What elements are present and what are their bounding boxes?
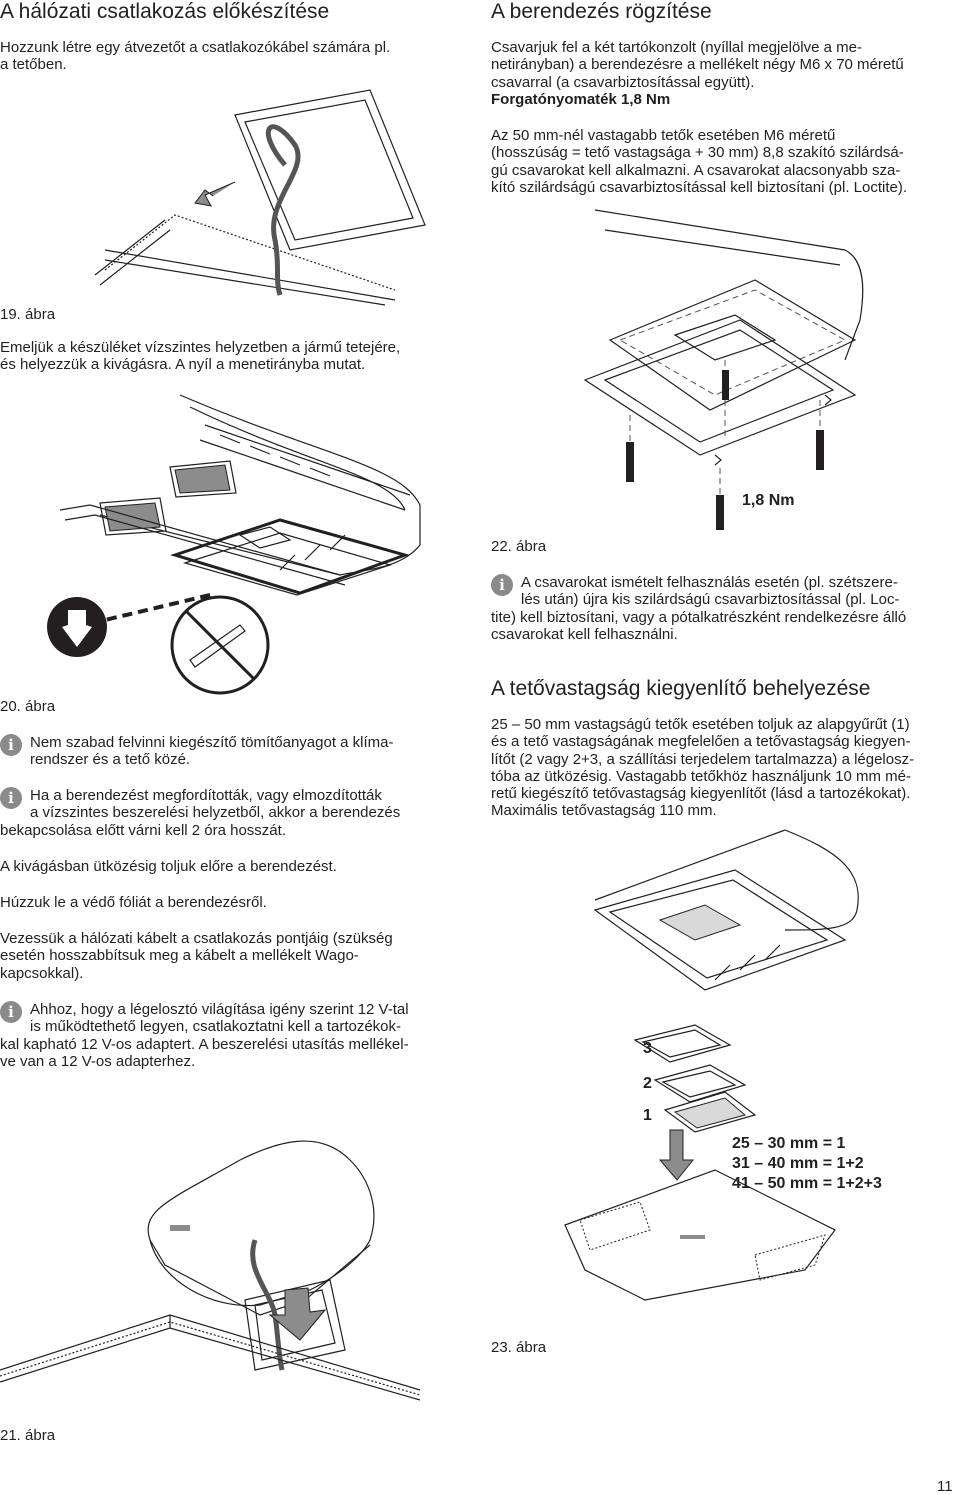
- note-sealant: i Nem szabad felvinni kiegészítő tömítőanyagot a klíma- rendszer és a tető közé.: [0, 734, 470, 769]
- thickness-row: 25 – 30 mm = 1: [732, 1135, 846, 1152]
- figure-21-caption: 21. ábra: [0, 1427, 56, 1444]
- info-icon: i: [0, 1001, 22, 1023]
- push-text: A kivágásban ütközésig toljuk előre a berendezést.: [0, 858, 337, 875]
- page-number: 11: [937, 1478, 953, 1495]
- note-12v: i Ahhoz, hogy a légelosztó világítása igény szerint 12 V-tal is működtethető legyen, csatlakoztatni kell a tartozékok- kal kapható 12 V-os adaptert. A beszerelési utasítás mellékel- ve van a 12 V-os adapterhez.: [0, 1001, 409, 1070]
- thickness-table: [732, 1134, 882, 1194]
- section-heading-network: A hálózati csatlakozás előkészítése: [0, 0, 330, 23]
- figure-20-illustration: [40, 395, 460, 700]
- compensator-text: 25 – 50 mm vastagságú tetők esetében toljuk az alapgyűrűt (1) és a tető vastagságának megfelelően a tetővastagság kiegyen- lítőt (2 vagy 2+3, a szállítási terjedelem tartalmazza) a légelosz- tóba az ütközésig. Vastagabb tetőkhöz használjunk 10 mm mé- retű kiegészítő tetővastagság kiegyenlítőt (lásd a tartozékokat). Maximális tetővastagság 110 mm.: [491, 716, 915, 820]
- note-wait: i Ha a berendezést megfordították, vagy elmozdították a vízszintes beszerelési helyzetből, akkor a berendezés bekapcsolása előtt várni kell 2 óra hosszát.: [0, 787, 401, 839]
- figure-23-caption: 23. ábra: [491, 1339, 547, 1356]
- fig22-torque-label: 1,8 Nm: [742, 492, 795, 509]
- ring-1-label: 1: [643, 1107, 652, 1124]
- foil-text: Húzzuk le a védő fóliát a berendezésről.: [0, 894, 267, 911]
- section-heading-fixing: A berendezés rögzítése: [491, 0, 712, 23]
- intro-text: Hozzunk létre egy átvezetőt a csatlakozókábel számára pl. a tetőben.: [0, 39, 391, 74]
- figure-22-caption: 22. ábra: [491, 538, 547, 555]
- torque-text: Forgatónyomaték 1,8 Nm: [491, 90, 671, 108]
- thickness-row: 31 – 40 mm = 1+2: [732, 1155, 864, 1172]
- figure-21-illustration: [0, 1100, 420, 1400]
- figure-22-illustration: [575, 210, 875, 530]
- info-icon: i: [491, 574, 513, 596]
- figure-20-caption: 20. ábra: [0, 698, 56, 715]
- info-icon: i: [0, 787, 22, 809]
- figure-19-illustration: [95, 90, 425, 300]
- note-reuse: i A csavarokat ismételt felhasználás esetén (pl. szétszere- lés után) újra kis szilárdságú csavarbiztosítással (pl. Loc-: [491, 574, 956, 609]
- lift-text: Emeljük a készüléket vízszintes helyzetben a jármű tetejére, és helyezzük a kivágásra. A nyíl a menetirányba mutat.: [0, 339, 401, 374]
- cable-text: Vezessük a hálózati kábelt a csatlakozás pontjáig (szükség esetén hosszabbítsuk meg a kábelt a mellékelt Wago- kapcsokkal).: [0, 930, 393, 982]
- thick-roof-text: Az 50 mm-nél vastagabb tetők esetében M6 méretű (hosszúság = tető vastagsága + 30 mm) 8,8 szakító szilárdsá- gú csavarokat kell alkalmazni. A csavarokat alacsonyabb sza- kító szilárdságú csavarbiztosítással kell biztosítani (pl. Loctite).: [491, 127, 908, 196]
- info-icon: i: [0, 734, 22, 756]
- section-heading-compensator: A tetővastagság kiegyenlítő behelyezése: [491, 677, 871, 700]
- ring-3-label: 3: [643, 1040, 652, 1057]
- figure-19-caption: 19. ábra: [0, 306, 56, 323]
- fix-text: Csavarjuk fel a két tartókonzolt (nyíllal megjelölve a me- netirányban) a berendezésre a mellékelt négy M6 x 70 méretű csavarral (a csavarbiztosítással együtt). Forgatónyomaték 1,8 Nm: [491, 39, 904, 108]
- thickness-row: 41 – 50 mm = 1+2+3: [732, 1175, 882, 1192]
- figure-23-illustration: [565, 830, 885, 1320]
- ring-2-label: 2: [643, 1075, 652, 1092]
